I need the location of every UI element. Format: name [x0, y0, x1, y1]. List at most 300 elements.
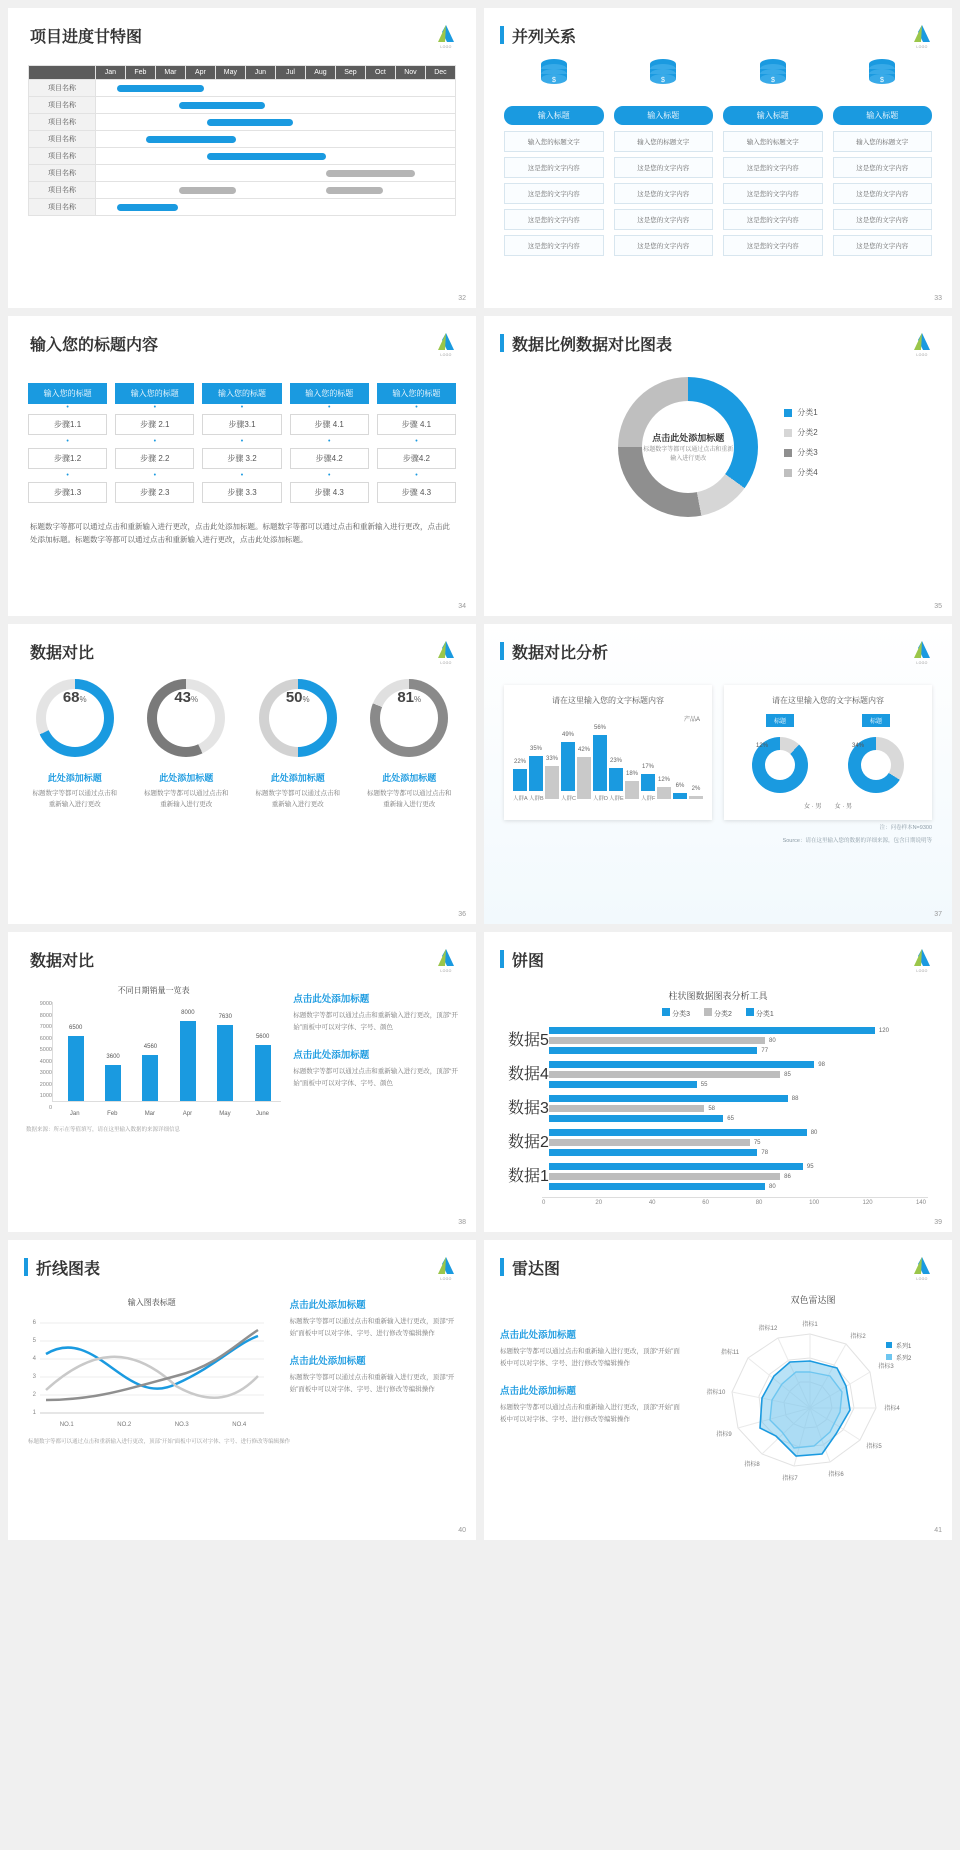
bar: [577, 757, 591, 799]
x-tick: NO.2: [117, 1422, 132, 1428]
bar-group: [169, 1010, 206, 1101]
ring-text: 标题数字等都可以通过点击和重新输入进行更改: [255, 790, 340, 809]
table-row: [549, 1081, 928, 1088]
gantt-bar: [207, 119, 293, 126]
step-header[interactable]: 输入您的标题: [202, 383, 281, 404]
table-row: [29, 131, 456, 148]
bar-group: [577, 747, 591, 802]
step-item: 步骤 3.2: [202, 448, 281, 469]
svg-text:$: $: [661, 77, 666, 84]
step-header[interactable]: 输入您的标题: [290, 383, 369, 404]
bar: [549, 1149, 758, 1156]
svg-text:$: $: [770, 77, 775, 84]
connector-dot: •: [66, 404, 69, 411]
bar-group: [132, 1044, 169, 1101]
legend-label: 系列2: [896, 1356, 912, 1362]
bar: [142, 1055, 158, 1101]
bar-label: 人群D: [593, 796, 608, 802]
y-tick: 6: [32, 1320, 36, 1326]
legend-label: 分类4: [797, 468, 818, 477]
brand-logo: LOGO: [908, 24, 936, 49]
brand-logo: LOGO: [432, 1256, 460, 1281]
bar: [549, 1071, 780, 1078]
ring-value: 50: [285, 689, 303, 706]
ring-item: [134, 679, 240, 810]
chart-footnote: 数据来源：所示在等值填写，请在这里输入数据的来源详细信息: [26, 1127, 181, 1133]
gantt-bar: [117, 204, 178, 211]
row-label: 数据4: [508, 1066, 549, 1083]
gantt-bar: [326, 187, 383, 194]
bar: [105, 1065, 121, 1101]
bar-value: 85: [784, 1071, 791, 1078]
gantt-month: Mar: [155, 66, 185, 80]
bar-value: 80: [768, 1183, 776, 1190]
brand-logo: LOGO: [908, 640, 936, 665]
step-item: 步骤 2.1: [115, 414, 194, 435]
step-item: 步骤 4.1: [377, 414, 456, 435]
table-row: [549, 1037, 928, 1044]
table-row: [549, 1163, 928, 1170]
bar-value: 95: [806, 1163, 814, 1170]
bars: [52, 1002, 281, 1102]
bar-value: 3600: [106, 1054, 120, 1060]
ring-text: 标题数字等都可以通过点击和重新输入进行更改: [144, 790, 229, 809]
gantt-track: [95, 182, 455, 199]
row-label: 数据5: [508, 1032, 549, 1049]
block-body: 标题数字等都可以通过点击和重新输入进行更改，顶部“开始”面板中可以对字体、字号、颜色: [293, 1012, 458, 1031]
ring-unit: %: [414, 695, 422, 704]
bar: [180, 1021, 196, 1101]
donut-panel: [724, 685, 932, 820]
bar: [68, 1036, 84, 1101]
gantt-month: Aug: [305, 66, 335, 80]
bar: [513, 769, 527, 791]
y-tick: 5: [32, 1338, 36, 1344]
bar-group: [545, 756, 559, 802]
y-tick: 7000: [39, 1024, 52, 1030]
bar-group: [508, 1095, 928, 1125]
bar: [609, 768, 623, 791]
panel-row: [484, 663, 952, 820]
legend-label: 男: [815, 804, 822, 810]
tag-badge[interactable]: 标题: [862, 714, 890, 727]
text-blocks: [290, 1297, 460, 1428]
column-cell: 这是您的文字内容: [723, 157, 823, 178]
step-column: [28, 383, 107, 506]
table-row: [549, 1095, 928, 1102]
gantt-month: May: [215, 66, 245, 80]
table-row: [549, 1129, 928, 1136]
parallel-column: [504, 57, 604, 261]
legend-item: [784, 467, 817, 478]
legend-item: [784, 427, 817, 438]
column-cell: 输入您的标题文字: [614, 131, 714, 152]
bar-group: [94, 1054, 131, 1101]
coin-stack-icon: [504, 57, 604, 98]
bar-group: [625, 771, 639, 802]
x-axis: [56, 1111, 281, 1117]
connector-dot: •: [240, 438, 244, 445]
axis-label: 指标8: [744, 1462, 760, 1468]
bar: [549, 1115, 723, 1122]
parallel-column: [614, 57, 714, 261]
bar: [549, 1081, 697, 1088]
bar-group: [508, 1129, 928, 1159]
bar-value: 88: [791, 1095, 799, 1102]
gantt-month: Sep: [335, 66, 365, 80]
x-tick: 0: [542, 1200, 546, 1206]
slide-line: [8, 1240, 476, 1540]
table-row: [549, 1149, 928, 1156]
bar-value: 75: [753, 1139, 761, 1146]
column-cell: 这是您的文字内容: [723, 209, 823, 230]
progress-ring: [36, 679, 114, 757]
coin-stack-icon: [723, 57, 823, 98]
table-row: [29, 165, 456, 182]
y-tick: 4: [32, 1356, 36, 1362]
slide-compare-analysis: [484, 624, 952, 924]
column-title[interactable]: 输入标题: [614, 106, 714, 125]
gantt-month: Jan: [95, 66, 125, 80]
y-tick: 0: [48, 1104, 52, 1111]
x-tick: NO.1: [59, 1422, 74, 1428]
bar-group: [609, 758, 624, 802]
y-tick: 3: [32, 1374, 36, 1380]
slide-number: 39: [934, 1219, 942, 1226]
bar: [657, 787, 671, 799]
column-cell: 这是您的文字内容: [504, 235, 604, 256]
slide-donut: [484, 316, 952, 616]
slide-number: 37: [934, 911, 942, 918]
step-column: [290, 383, 369, 506]
gantt-bar: [117, 85, 203, 92]
table-row: [29, 80, 456, 97]
step-item: 步骤1.1: [28, 414, 107, 435]
bar-value: 77: [761, 1047, 769, 1054]
row-label: 数据2: [508, 1134, 549, 1151]
gantt-corner: [29, 66, 96, 80]
column-cell: 这是您的文字内容: [614, 157, 714, 178]
bar-value: 80: [768, 1037, 776, 1044]
ring-value: 43: [174, 689, 192, 706]
step-item: 步骤 4.3: [290, 482, 369, 503]
text-blocks: [500, 1293, 682, 1511]
bar-value: 18%: [625, 771, 639, 777]
bar-group: [508, 1027, 928, 1057]
ring-title: 此处添加标题: [270, 773, 325, 783]
step-item: 步骤1.3: [28, 482, 107, 503]
bar: [625, 781, 639, 799]
bar-label: 人群E: [609, 796, 624, 802]
page-title: 雷达图: [484, 1240, 952, 1279]
column-title[interactable]: 输入标题: [723, 106, 823, 125]
legend-item: [784, 407, 817, 418]
y-tick: 8000: [39, 1012, 52, 1019]
ring-item: [22, 679, 128, 810]
chart-note: 注：问卷样本N=9300: [879, 825, 932, 831]
step-item: 步骤 3.3: [202, 482, 281, 503]
gantt-row-label: 项目名称: [29, 182, 96, 199]
gantt-track: [95, 114, 455, 131]
gantt-track: [95, 148, 455, 165]
ring-value-wrap: [46, 689, 104, 747]
page-title: 并列关系: [484, 8, 952, 47]
gantt-month: Dec: [425, 66, 455, 80]
gantt-month: Jul: [275, 66, 305, 80]
y-tick: 1000: [39, 1093, 52, 1099]
step-item: 步骤4.2: [290, 448, 369, 469]
ring-item: [245, 679, 351, 810]
donut-value: 12%: [756, 743, 769, 749]
column-cell: 这是您的文字内容: [614, 235, 714, 256]
legend-swatch: [784, 469, 792, 477]
x-tick: 120: [862, 1200, 873, 1206]
gantt-bar: [179, 187, 236, 194]
column-title[interactable]: 输入标题: [504, 106, 604, 125]
axis-label: 指标1: [802, 1322, 818, 1328]
column-cell: 这是您的文字内容: [833, 183, 933, 204]
connector-dot: •: [153, 404, 157, 411]
progress-ring: [259, 679, 337, 757]
bar-value: 120: [878, 1027, 889, 1034]
bar: [549, 1095, 788, 1102]
legend-label: 分类2: [714, 1011, 732, 1018]
ring-unit: %: [302, 695, 310, 704]
chart-source: Source：请在这里输入您的数据的详细来源，包含日期说明等: [782, 837, 932, 844]
chart-legend: [784, 407, 817, 487]
table-row: [549, 1173, 928, 1180]
bar: [217, 1025, 233, 1101]
bar-panel: [504, 685, 712, 820]
connector-dot: •: [153, 438, 157, 445]
x-axis: [542, 1197, 928, 1206]
bar: [549, 1105, 704, 1112]
table-row: [29, 199, 456, 216]
column-cell: 这是您的文字内容: [723, 235, 823, 256]
table-row: [549, 1061, 928, 1068]
panel-title: 请在这里输入您的文字标题内容: [552, 696, 664, 705]
axis-label: 指标9: [716, 1432, 732, 1438]
bar: [641, 774, 655, 791]
parallel-columns: [484, 47, 952, 261]
gantt-bar: [146, 136, 236, 143]
axis-label: 指标2: [850, 1334, 866, 1340]
bar-value: 8000: [181, 1010, 195, 1016]
donut-center-title: 点击此处添加标题: [652, 432, 725, 443]
bar-group: [244, 1034, 281, 1101]
legend-swatch: [784, 449, 792, 457]
axis-label: 指标7: [782, 1476, 798, 1482]
slide-number: 32: [458, 295, 466, 302]
y-tick: 6000: [39, 1035, 52, 1042]
gantt-chart: [28, 65, 456, 216]
brand-logo: LOGO: [432, 24, 460, 49]
column-cell: 输入您的标题文字: [723, 131, 823, 152]
column-cell: 这是您的文字内容: [833, 209, 933, 230]
line-chart: [24, 1297, 280, 1428]
ring-value-wrap: [157, 689, 215, 747]
brand-logo: LOGO: [908, 1256, 936, 1281]
column-cell: 输入您的标题文字: [504, 131, 604, 152]
brand-logo: LOGO: [432, 640, 460, 665]
bar-chart: [512, 714, 704, 802]
bar: [549, 1163, 803, 1170]
bar-value: 7630: [218, 1014, 232, 1020]
svg-text:$: $: [880, 77, 885, 84]
parallel-column: [833, 57, 933, 261]
slide-hbar: [484, 932, 952, 1232]
bar: [529, 756, 543, 791]
slide-number: 40: [458, 1527, 466, 1534]
bar-group: [673, 783, 687, 802]
connector-dot: •: [327, 472, 331, 479]
legend-label: 分类3: [672, 1011, 691, 1018]
brand-logo: LOGO: [432, 948, 460, 973]
legend-label: 分类1: [797, 408, 818, 417]
gantt-track: [95, 80, 455, 97]
axis-label: 指标10: [706, 1390, 726, 1396]
bar-group: [561, 732, 576, 802]
slide-gantt: [8, 8, 476, 308]
bar: [673, 793, 687, 799]
bar-label: 人群C: [561, 796, 576, 802]
block-body: 标题数字等都可以通过点击和重新输入进行更改，顶部“开始”面板中可以对字体、字号、颜色: [293, 1068, 458, 1088]
slide-rings: [8, 624, 476, 924]
bar-value: 49%: [561, 732, 575, 738]
parallel-column: [723, 57, 823, 261]
step-column: [377, 383, 456, 506]
page-title: 数据对比分析: [484, 624, 952, 663]
axis-label: 指标11: [721, 1350, 740, 1356]
chart-footnote: 标题数字等都可以通过点击和重新输入进行更改，顶部“开始”面板中可以对字体、字号、进行修改等编辑操作: [28, 1439, 291, 1445]
gantt-track: [95, 199, 455, 216]
table-row: [549, 1071, 928, 1078]
x-tick: 20: [595, 1200, 603, 1206]
bar-value: 42%: [577, 747, 591, 753]
bar-label: 人群F: [641, 796, 656, 802]
page-title: 数据对比: [30, 645, 95, 662]
column-cell: 这是您的文字内容: [614, 183, 714, 204]
steps-columns: [8, 355, 476, 506]
gantt-month: Apr: [185, 66, 215, 80]
table-row: [549, 1027, 928, 1034]
page-title: 数据对比: [30, 953, 95, 970]
ring-item: [357, 679, 463, 810]
radar-plot: [690, 1306, 930, 1506]
column-cell: 这是您的文字内容: [504, 209, 604, 230]
column-cell: 这是您的文字内容: [614, 209, 714, 230]
brand-logo: LOGO: [908, 948, 936, 973]
bar: [549, 1139, 750, 1146]
axis-label: 指标4: [884, 1406, 900, 1412]
x-tick: June: [256, 1111, 270, 1117]
block-title: 点击此处添加标题: [289, 1356, 366, 1368]
ring-title: 此处添加标题: [47, 773, 102, 783]
column-cell: 这是您的文字内容: [504, 183, 604, 204]
row-label: 数据1: [508, 1168, 549, 1185]
x-tick: 100: [809, 1200, 820, 1206]
y-tick: 5000: [39, 1047, 52, 1053]
bar: [593, 735, 607, 791]
x-tick: 60: [702, 1200, 709, 1206]
slide-parallel: [484, 8, 952, 308]
tag-badge[interactable]: 标题: [766, 714, 794, 727]
y-tick: 3000: [39, 1070, 52, 1076]
svg-text:$: $: [551, 77, 556, 84]
x-axis: [38, 1422, 268, 1428]
bar: [545, 766, 559, 799]
bar-value: 5600: [255, 1034, 270, 1040]
bar-group: [529, 746, 544, 802]
ring-title: 此处添加标题: [159, 773, 214, 783]
ring-unit: %: [79, 695, 87, 704]
step-item: 步骤1.2: [28, 448, 107, 469]
page-title: 项目进度甘特图: [30, 29, 143, 46]
y-axis: [24, 1314, 36, 1422]
bar: [549, 1061, 814, 1068]
slide-number: 34: [458, 603, 466, 610]
block-title: 点击此处添加标题: [500, 1386, 577, 1398]
panel-title: 请在这里输入您的文字标题内容: [772, 696, 884, 705]
legend-label: 女: [834, 804, 841, 810]
x-tick: NO.4: [232, 1422, 247, 1428]
bar: [549, 1047, 758, 1054]
y-tick: 2: [32, 1392, 36, 1398]
donut-pair: [732, 737, 924, 793]
legend-item: [662, 1008, 690, 1019]
block-title: 点击此处添加标题: [293, 1050, 370, 1062]
step-header[interactable]: 输入您的标题: [28, 383, 107, 404]
hbar-chart: [484, 1019, 952, 1206]
column-cell: 这是您的文字内容: [833, 235, 933, 256]
bar: [549, 1183, 765, 1190]
column-cell: 输入您的标题文字: [833, 131, 933, 152]
legend-item: [746, 1008, 774, 1019]
column-cell: 这是您的文字内容: [504, 157, 604, 178]
y-tick: 2000: [39, 1081, 52, 1088]
ring-unit: %: [191, 695, 199, 704]
bar-value: 6%: [675, 783, 685, 789]
bar: [549, 1037, 765, 1044]
bar: [689, 796, 703, 799]
block-title: 点击此处添加标题: [289, 1300, 366, 1311]
bar-value: 33%: [545, 756, 559, 762]
donut-ring: [618, 377, 758, 517]
legend-label: 分类3: [797, 448, 818, 457]
step-header[interactable]: 输入您的标题: [377, 383, 456, 404]
step-header[interactable]: 输入您的标题: [115, 383, 194, 404]
radar-chart: [690, 1293, 936, 1511]
bar-group: [57, 1025, 94, 1101]
legend-label: 女: [803, 804, 810, 810]
legend-swatch: [784, 409, 792, 417]
slide-number: 36: [458, 911, 466, 918]
step-item: 步骤4.2: [377, 448, 456, 469]
column-title[interactable]: 输入标题: [833, 106, 933, 125]
column-cell: 这是您的文字内容: [723, 183, 823, 204]
connector-dot: •: [327, 438, 331, 445]
slide-radar: [484, 1240, 952, 1540]
chart-legend: [484, 1008, 952, 1019]
gantt-row-label: 项目名称: [29, 165, 96, 182]
bar-value: 86: [784, 1173, 791, 1180]
chart-title: 输入图表标题: [127, 1298, 176, 1307]
block-body: 标题数字等都可以通过点击和重新输入进行更改，顶部“开始”面板中可以对字体、字号、进行修改等编辑操作: [289, 1374, 455, 1394]
bar-group: [513, 759, 528, 802]
body-paragraph: 标题数字等都可以通过点击和重新输入进行更改，点击此处添加标题。标题数字等都可以通过点击和重新输入进行更改，点击此处添加标题。标题数字等都可以通过点击和重新输入进行更改，点击此处添加标题。: [30, 522, 450, 545]
chart-title: 不同日期销量一览表: [117, 986, 190, 995]
tag-row: [732, 714, 924, 733]
